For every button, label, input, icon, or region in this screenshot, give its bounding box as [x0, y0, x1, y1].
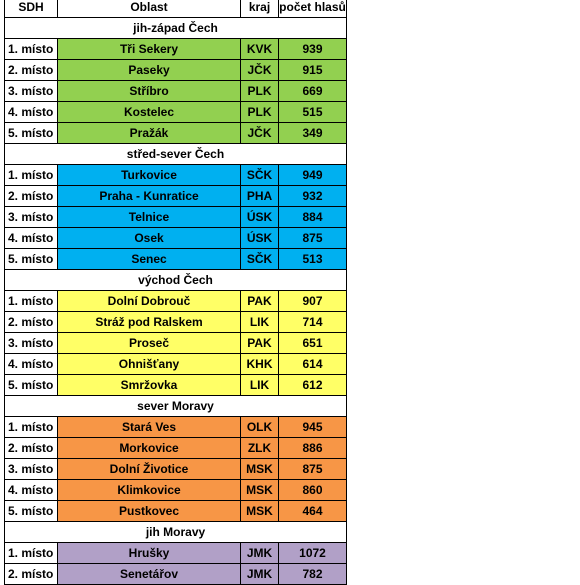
votes-cell: 464: [279, 501, 347, 522]
region-cell: MSK: [241, 480, 279, 501]
place-cell: Stříbro: [58, 81, 241, 102]
table-row: [5, 312, 347, 333]
table-row: [5, 186, 347, 207]
region-cell: MSK: [241, 501, 279, 522]
region-cell: PAK: [241, 333, 279, 354]
group-header-row: [5, 522, 347, 543]
group-header-row: [5, 270, 347, 291]
region-cell: OLK: [241, 417, 279, 438]
region-cell: JČK: [241, 60, 279, 81]
votes-cell: 875: [279, 228, 347, 249]
votes-cell: 515: [279, 102, 347, 123]
group-title: sever Moravy: [5, 396, 347, 417]
votes-cell: 651: [279, 333, 347, 354]
header-oblast: Oblast: [58, 0, 241, 18]
group-title: jih Moravy: [5, 522, 347, 543]
table-row: [5, 228, 347, 249]
votes-cell: 614: [279, 354, 347, 375]
rank-cell: 1. místo: [5, 543, 58, 564]
place-cell: Osek: [58, 228, 241, 249]
rank-cell: 2. místo: [5, 312, 58, 333]
table-row: [5, 39, 347, 60]
votes-cell: 513: [279, 249, 347, 270]
votes-cell: 349: [279, 123, 347, 144]
group-title: východ Čech: [5, 270, 347, 291]
region-cell: PLK: [241, 102, 279, 123]
votes-cell: 1072: [279, 543, 347, 564]
place-cell: Ohnišťany: [58, 354, 241, 375]
place-cell: Pustkovec: [58, 501, 241, 522]
table-row: [5, 207, 347, 228]
place-cell: Paseky: [58, 60, 241, 81]
rank-cell: 2. místo: [5, 186, 58, 207]
votes-cell: 915: [279, 60, 347, 81]
region-cell: PLK: [241, 81, 279, 102]
table-row: [5, 102, 347, 123]
votes-cell: 782: [279, 564, 347, 585]
region-cell: ÚSK: [241, 228, 279, 249]
header-row: [5, 0, 347, 18]
place-cell: Turkovice: [58, 165, 241, 186]
rank-cell: 3. místo: [5, 333, 58, 354]
table-row: [5, 459, 347, 480]
region-cell: LIK: [241, 312, 279, 333]
rank-cell: 4. místo: [5, 354, 58, 375]
place-cell: Klimkovice: [58, 480, 241, 501]
place-cell: Senec: [58, 249, 241, 270]
region-cell: SČK: [241, 165, 279, 186]
place-cell: Praha - Kunratice: [58, 186, 241, 207]
place-cell: Dolní Životice: [58, 459, 241, 480]
rank-cell: 5. místo: [5, 123, 58, 144]
table-row: [5, 417, 347, 438]
place-cell: Stráž pod Ralskem: [58, 312, 241, 333]
place-cell: Senetářov: [58, 564, 241, 585]
region-cell: KVK: [241, 39, 279, 60]
rank-cell: 4. místo: [5, 480, 58, 501]
votes-cell: 612: [279, 375, 347, 396]
votes-cell: 907: [279, 291, 347, 312]
votes-cell: 932: [279, 186, 347, 207]
results-table-body: [5, 0, 347, 585]
region-cell: JMK: [241, 564, 279, 585]
rank-cell: 2. místo: [5, 438, 58, 459]
region-cell: KHK: [241, 354, 279, 375]
rank-cell: 4. místo: [5, 102, 58, 123]
region-cell: SČK: [241, 249, 279, 270]
votes-cell: 886: [279, 438, 347, 459]
region-cell: JMK: [241, 543, 279, 564]
place-cell: Stará Ves: [58, 417, 241, 438]
votes-cell: 945: [279, 417, 347, 438]
table-row: [5, 333, 347, 354]
table-row: [5, 354, 347, 375]
votes-cell: 669: [279, 81, 347, 102]
table-row: [5, 165, 347, 186]
table-row: [5, 375, 347, 396]
region-cell: PHA: [241, 186, 279, 207]
table-row: [5, 81, 347, 102]
table-row: [5, 501, 347, 522]
region-cell: ÚSK: [241, 207, 279, 228]
table-row: [5, 123, 347, 144]
table-row: [5, 480, 347, 501]
table-row: [5, 438, 347, 459]
header-sdh: SDH: [5, 0, 58, 18]
place-cell: Pražák: [58, 123, 241, 144]
rank-cell: 3. místo: [5, 459, 58, 480]
table-row: [5, 249, 347, 270]
place-cell: Telnice: [58, 207, 241, 228]
region-cell: ZLK: [241, 438, 279, 459]
place-cell: Kostelec: [58, 102, 241, 123]
rank-cell: 1. místo: [5, 417, 58, 438]
rank-cell: 5. místo: [5, 249, 58, 270]
group-title: střed-sever Čech: [5, 144, 347, 165]
region-cell: JČK: [241, 123, 279, 144]
table-row: [5, 543, 347, 564]
rank-cell: 2. místo: [5, 564, 58, 585]
region-cell: LIK: [241, 375, 279, 396]
region-cell: PAK: [241, 291, 279, 312]
rank-cell: 1. místo: [5, 291, 58, 312]
votes-cell: 939: [279, 39, 347, 60]
rank-cell: 4. místo: [5, 228, 58, 249]
votes-cell: 949: [279, 165, 347, 186]
rank-cell: 1. místo: [5, 39, 58, 60]
results-table: [4, 0, 347, 585]
place-cell: Smržovka: [58, 375, 241, 396]
place-cell: Proseč: [58, 333, 241, 354]
place-cell: Dolní Dobrouč: [58, 291, 241, 312]
table-row: [5, 60, 347, 81]
group-title: jih-západ Čech: [5, 18, 347, 39]
table-row: [5, 291, 347, 312]
group-header-row: [5, 144, 347, 165]
table-row: [5, 564, 347, 585]
rank-cell: 1. místo: [5, 165, 58, 186]
rank-cell: 5. místo: [5, 501, 58, 522]
header-pocet-hlasu: počet hlasů: [279, 0, 347, 18]
votes-cell: 875: [279, 459, 347, 480]
header-kraj: kraj: [241, 0, 279, 18]
votes-cell: 714: [279, 312, 347, 333]
group-header-row: [5, 18, 347, 39]
rank-cell: 3. místo: [5, 207, 58, 228]
votes-cell: 884: [279, 207, 347, 228]
votes-cell: 860: [279, 480, 347, 501]
group-header-row: [5, 396, 347, 417]
place-cell: Tři Sekery: [58, 39, 241, 60]
place-cell: Hrušky: [58, 543, 241, 564]
rank-cell: 2. místo: [5, 60, 58, 81]
region-cell: MSK: [241, 459, 279, 480]
rank-cell: 5. místo: [5, 375, 58, 396]
place-cell: Morkovice: [58, 438, 241, 459]
rank-cell: 3. místo: [5, 81, 58, 102]
